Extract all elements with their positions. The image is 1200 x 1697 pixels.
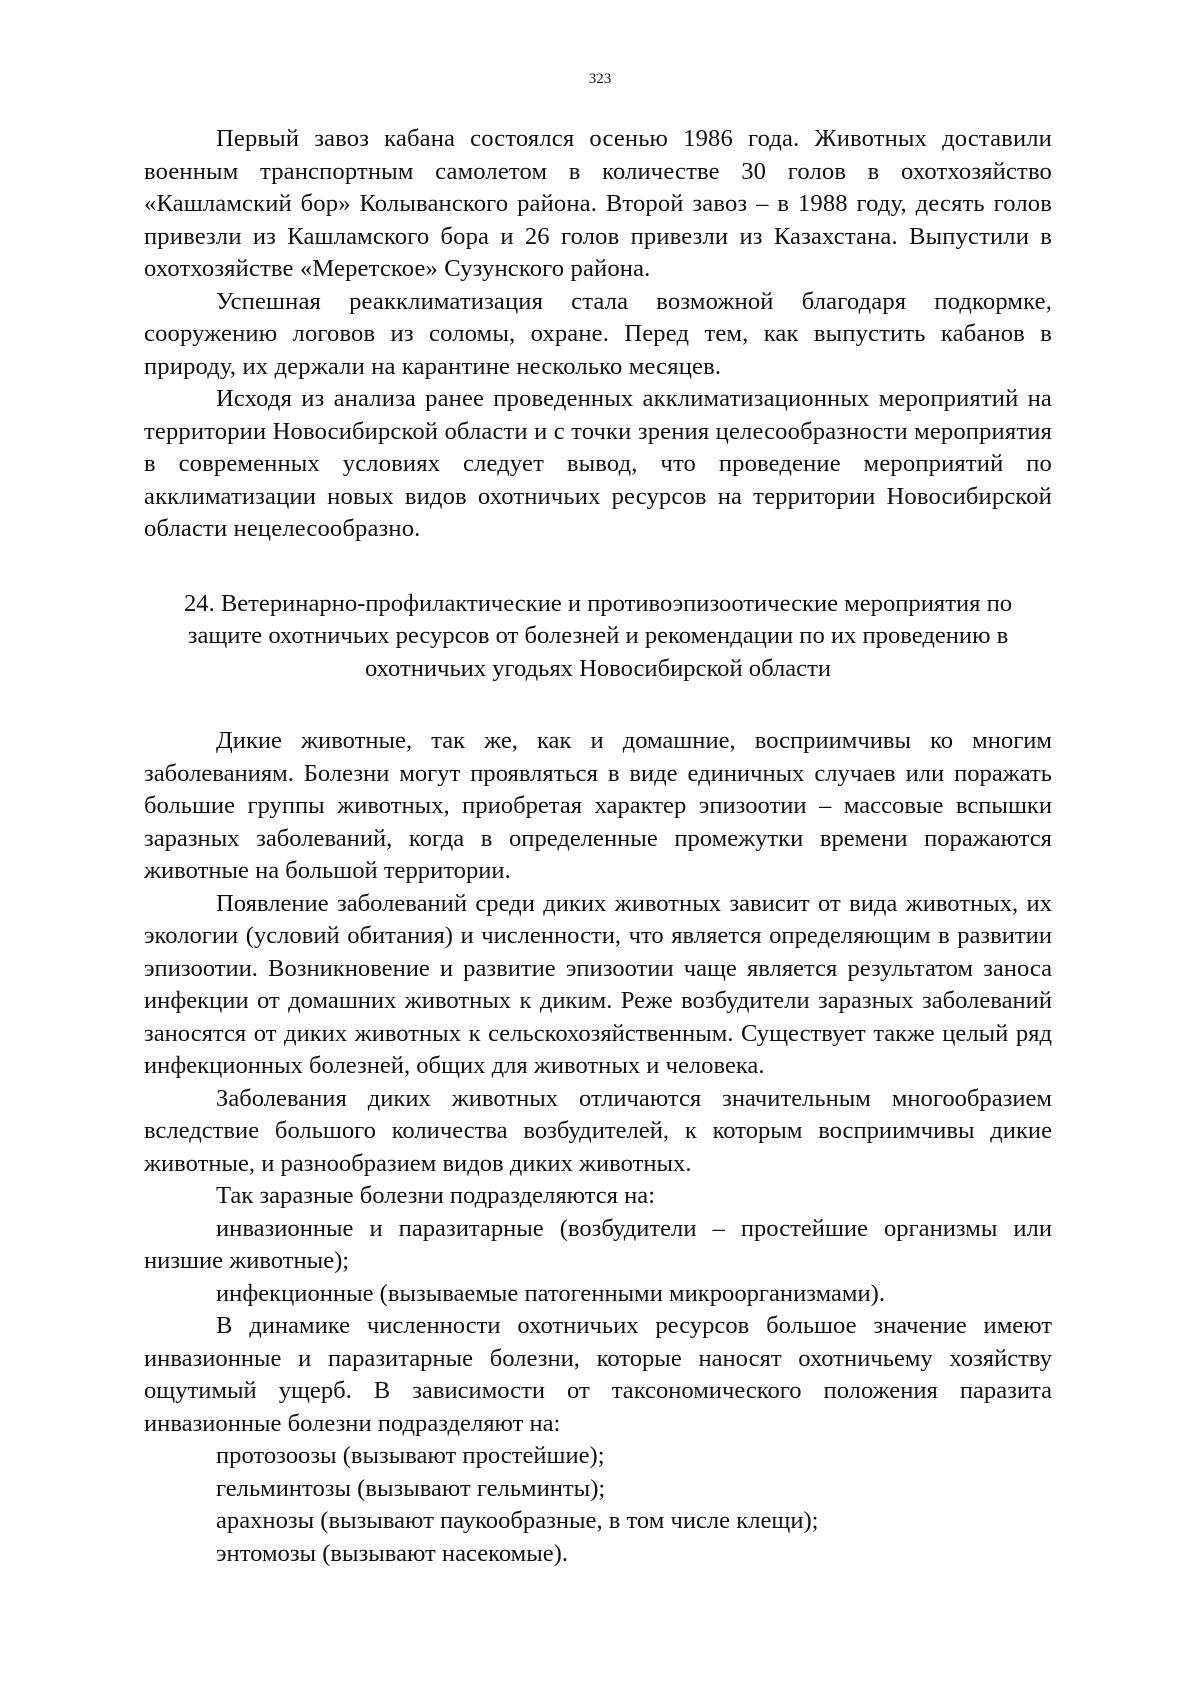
paragraph: Так заразные болезни подразделяются на: — [216, 1182, 656, 1209]
veterinary-section — [144, 725, 1052, 1570]
paragraph: инфекционные (вызываемые патогенными микроорганизмами). — [216, 1279, 885, 1307]
paragraph: Появление заболеваний среди диких животных зависит от вида животных, их экологии (условий обитания) и численности, что является определяющим в развитии эпизоотии. Возникновение и развитие эпизоотии чаще является результатом заноса инфекции от домашних животных к диким. Реже возбудители заразных заболеваний заносятся от диких животных к сельскохозяйственным. Существует также целый ряд инфекционных болезней, общих для животных и человека. — [144, 889, 1052, 1079]
intro-section — [144, 123, 1052, 546]
paragraph: В динамике численности охотничьих ресурсов большое значение имеют инвазионные и паразитарные болезни, которые наносят охотничьему хозяйству ощутимый ущерб. В зависимости от таксономического положения паразита инвазионные болезни подразделяют на: — [144, 1312, 1052, 1437]
paragraph: Дикие животные, так же, как и домашние, восприимчивы ко многим заболеваниям. Болезни могут проявляться в виде единичных случаев или поражать большие группы животных, приобретая характер эпизоотии – массовые вспышки заразных заболеваний, когда в определенные промежутки времени поражаются животные на большой территории. — [144, 727, 1052, 884]
paragraph: инвазионные и паразитарные (возбудители – простейшие организмы или низшие животные); — [144, 1214, 1052, 1274]
paragraph: Исходя из анализа ранее проведенных акклиматизационных мероприятий на территории Новосибирской области и с точки зрения целесообразности мероприятия в современных условиях следует вывод, что проведение мероприятий по акклиматизации новых видов охотничьих ресурсов на территории Новосибирской области нецелесообразно. — [144, 385, 1052, 542]
paragraph: Успешная реакклиматизация стала возможной благодаря подкормке, сооружению логовов из соломы, охране. Перед тем, как выпустить кабанов в природу, их держали на карантине несколько месяцев. — [144, 287, 1052, 380]
paragraph: Заболевания диких животных отличаются значительным многообразием вследствие большого количества возбудителей, к которым восприимчивы дикие животные, и разнообразием видов диких животных. — [144, 1084, 1052, 1177]
list-item: энтомозы (вызывают насекомые). — [216, 1539, 569, 1567]
page-content — [144, 123, 1052, 1570]
list-item: протозоозы (вызывают простейшие); — [216, 1442, 605, 1469]
section-heading: 24. Ветеринарно-профилактические и противоэпизоотические мероприятия по защите охотничьих ресурсов от болезней и рекомендации по их проведению в охотничьих угодьях Новосибирской области — [183, 589, 1013, 682]
list-item: гельминтозы (вызывают гельминты); — [216, 1474, 606, 1502]
paragraph: Первый завоз кабана состоялся осенью 1986 года. Животных доставили военным транспортным самолетом в количестве 30 голов в охотхозяйство «Кашламский бор» Колыванского района. Второй завоз – в 1988 году, десять голов привезли из Кашламского бора и 26 голов привезли из Казахстана. Выпустили в охотхозяйстве «Меретское» Сузунского района. — [144, 125, 1052, 282]
list-item: арахнозы (вызывают паукообразные, в том числе клещи); — [216, 1507, 819, 1534]
page-number: 323 — [588, 71, 612, 87]
